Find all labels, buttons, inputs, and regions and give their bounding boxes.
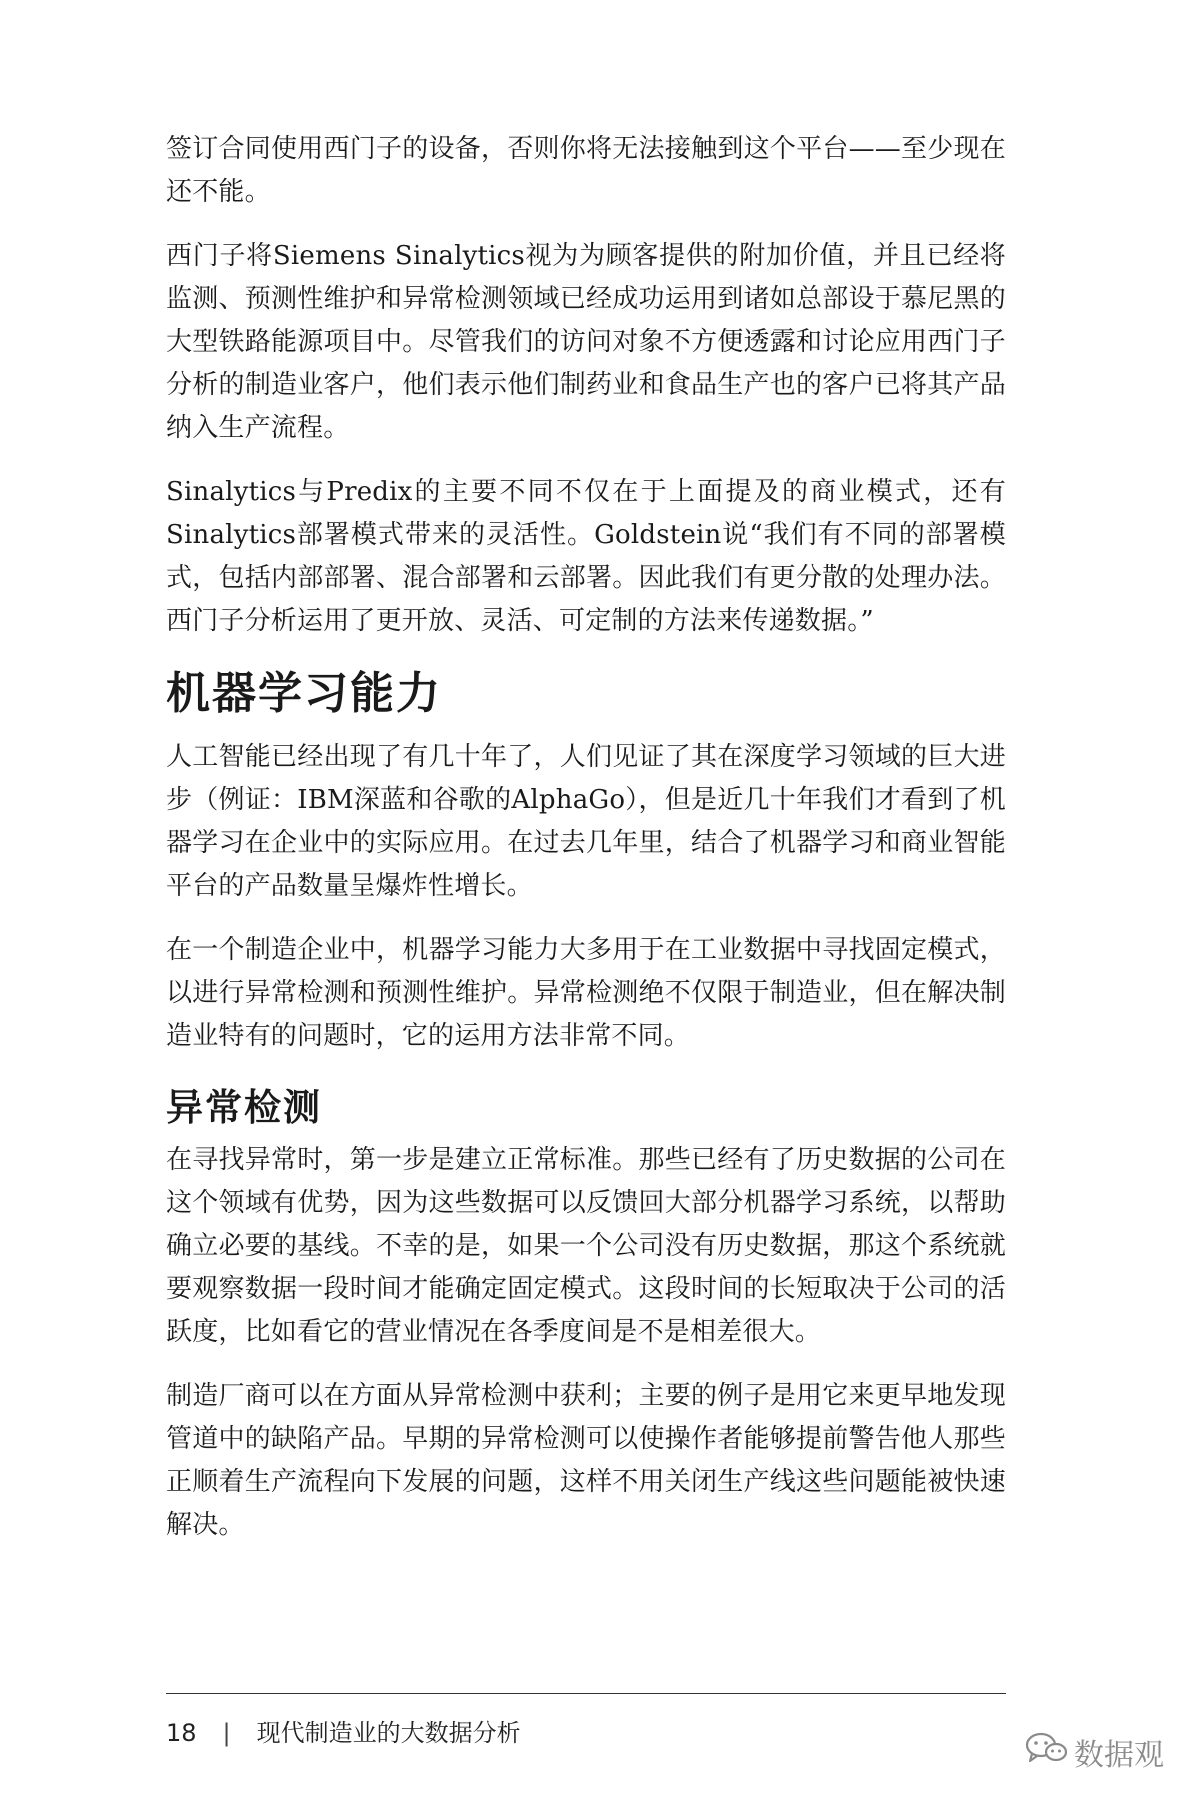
footer-separator: | — [222, 1719, 231, 1747]
section-heading-anomaly-detection: 异常检测 — [166, 1086, 322, 1129]
paragraph: 在寻找异常时，第一步是建立正常标准。那些已经有了历史数据的公司在这个领域有优势，因为这些数据可以反馈回大部分机器学习系统，以帮助确立必要的基线。不幸的是，如果一个公司没有历史数据，那这个系统就要观察数据一段时间才能确定固定模式。这段时间的长短取决于公司的活跃度，比如看它的营业情况在各季度间是不是相差很大。 — [166, 1145, 1006, 1347]
paragraph: 人工智能已经出现了有几十年了，人们见证了其在深度学习领域的巨大进步（例证：IBM深蓝和谷歌的AlphaGo），但是近几十年我们才看到了机器学习在企业中的实际应用。在过去几年里，结合了机器学习和商业智能平台的产品数量呈爆炸性增长。 — [166, 742, 1006, 901]
paragraph: 签订合同使用西门子的设备，否则你将无法接触到这个平台——至少现在还不能。 — [166, 134, 1006, 207]
watermark — [1024, 1730, 1164, 1774]
page-body — [166, 128, 1006, 1568]
paragraph: 西门子将Siemens Sinalytics视为为顾客提供的附加价值，并且已经将监测、预测性维护和异常检测领域已经成功运用到诸如总部设于慕尼黑的大型铁路能源项目中。尽管我们的访问对象不方便透露和讨论应用西门子分析的制造业客户，他们表示他们制药业和食品生产也的客户已将其产品纳入生产流程。 — [166, 241, 1006, 443]
page-number: 18 — [166, 1719, 197, 1747]
paragraph: 制造厂商可以在方面从异常检测中获利；主要的例子是用它来更早地发现管道中的缺陷产品。早期的异常检测可以使操作者能够提前警告他人那些正顺着生产流程向下发展的问题，这样不用关闭生产线这些问题能被快速解决。 — [166, 1381, 1006, 1540]
paragraph: Sinalytics与Predix的主要不同不仅在于上面提及的商业模式，还有Sinalytics部署模式带来的灵活性。Goldstein说“我们有不同的部署模式，包括内部部署、混合部署和云部署。因此我们有更分散的处理办法。西门子分析运用了更开放、灵活、可定制的方法来传递数据。” — [166, 477, 1006, 636]
wechat-icon — [1024, 1730, 1074, 1774]
section-heading-machine-learning: 机器学习能力 — [166, 668, 442, 719]
footer-divider — [166, 1693, 1006, 1694]
page-footer — [166, 1716, 521, 1750]
watermark-text: 数据观 — [1074, 1738, 1164, 1773]
book-title: 现代制造业的大数据分析 — [256, 1719, 521, 1747]
paragraph: 在一个制造企业中，机器学习能力大多用于在工业数据中寻找固定模式，以进行异常检测和预测性维护。异常检测绝不仅限于制造业，但在解决制造业特有的问题时，它的运用方法非常不同。 — [166, 935, 1006, 1051]
